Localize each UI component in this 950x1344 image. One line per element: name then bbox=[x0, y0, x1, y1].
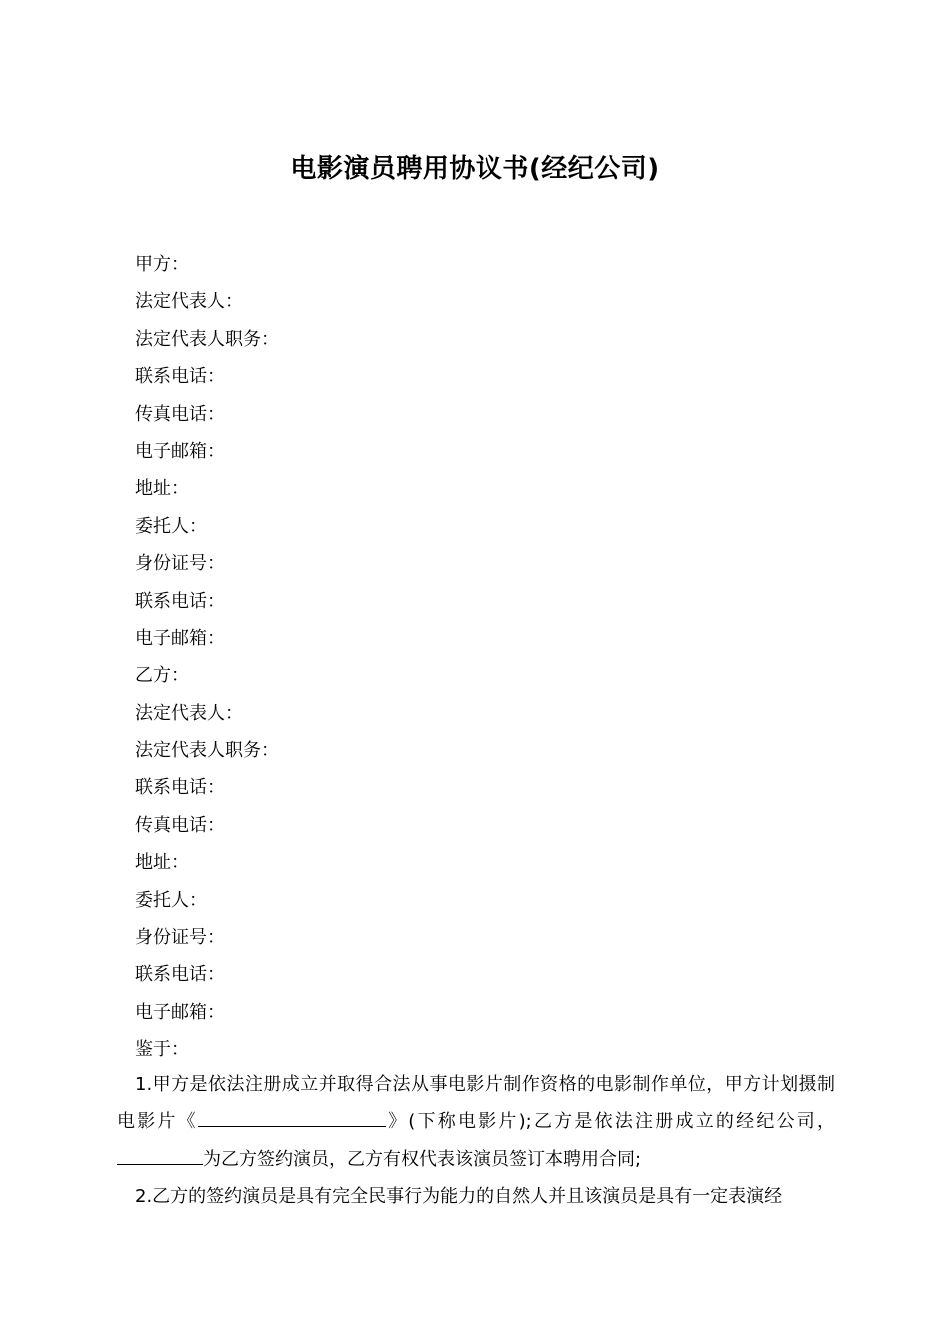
field-fax: 传真电话： bbox=[135, 814, 225, 836]
field-address: 地址： bbox=[135, 852, 189, 874]
recitals-heading: 鉴于： bbox=[135, 1039, 189, 1061]
field-email: 电子邮箱： bbox=[135, 1001, 225, 1023]
document-title: 电影演员聘用协议书(经纪公司) bbox=[290, 154, 660, 185]
field-legal-rep-title: 法定代表人职务： bbox=[135, 328, 279, 350]
field-party-a: 甲方： bbox=[135, 254, 189, 275]
field-id-number: 身份证号： bbox=[135, 553, 225, 575]
clause-1-part-a: 1.甲方是依法注册成立并取得合法从事电影片制作资格的电影制作单位，甲方计划摄制电影片《 bbox=[117, 1074, 835, 1133]
clause-1 bbox=[117, 1066, 835, 1178]
clause-2: 2.乙方的签约演员是具有完全民事行为能力的自然人并且该演员是具有一定表演经 bbox=[135, 1186, 783, 1207]
field-phone: 联系电话： bbox=[135, 366, 225, 388]
field-agent: 委托人： bbox=[135, 889, 207, 911]
field-id-number: 身份证号： bbox=[135, 927, 225, 949]
field-phone: 联系电话： bbox=[135, 964, 225, 986]
actor-name-blank bbox=[117, 1146, 203, 1165]
field-legal-rep-title: 法定代表人职务： bbox=[135, 740, 279, 762]
clause-1-part-b: 》(下称电影片);乙方是依法注册成立的经纪公司， bbox=[385, 1111, 836, 1133]
field-email: 电子邮箱： bbox=[135, 440, 225, 462]
field-party-b: 乙方： bbox=[135, 665, 189, 687]
field-fax: 传真电话： bbox=[135, 403, 225, 425]
field-legal-rep: 法定代表人： bbox=[135, 291, 243, 313]
field-address: 地址： bbox=[135, 478, 189, 500]
film-title-blank bbox=[198, 1108, 386, 1127]
field-agent: 委托人： bbox=[135, 515, 207, 537]
field-legal-rep: 法定代表人： bbox=[135, 702, 243, 724]
party-info-list bbox=[135, 246, 279, 1069]
field-email: 电子邮箱： bbox=[135, 627, 225, 649]
field-phone: 联系电话： bbox=[135, 590, 225, 612]
clause-1-part-c: 为乙方签约演员，乙方有权代表该演员签订本聘用合同; bbox=[203, 1148, 642, 1170]
field-phone: 联系电话： bbox=[135, 777, 225, 799]
